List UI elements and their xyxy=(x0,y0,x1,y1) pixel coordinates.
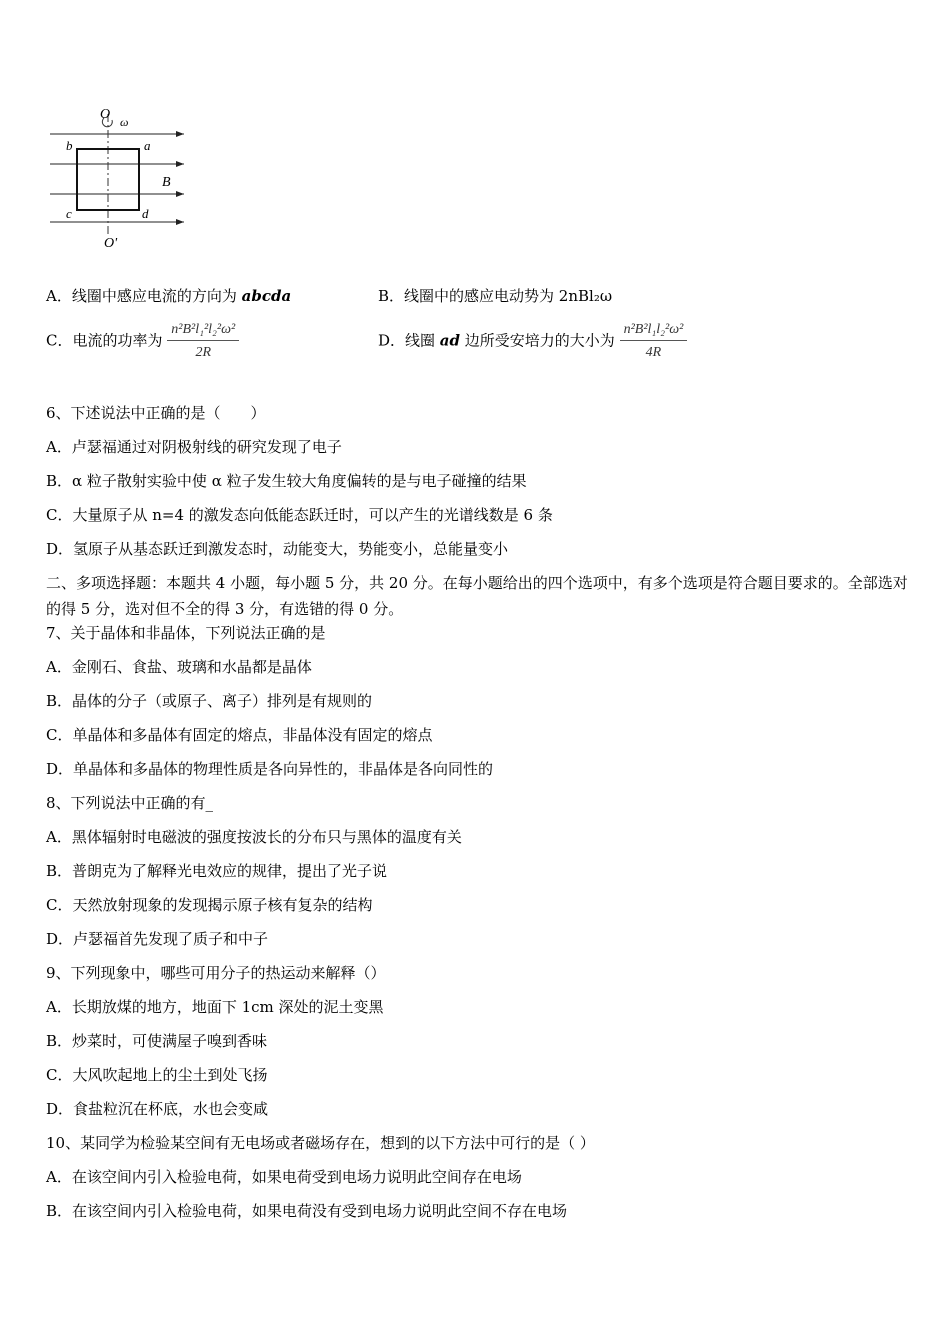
q10-option-a: A．在该空间内引入检验电荷，如果电荷受到电场力说明此空间存在电场 xyxy=(46,1168,522,1186)
q8-stem: 8、下列说法中正确的有_ xyxy=(46,794,214,812)
q10-stem: 10、某同学为检验某空间有无电场或者磁场存在，想到的以下方法中可行的是（ ） xyxy=(46,1134,595,1152)
coil-in-magnetic-field-diagram xyxy=(46,100,196,250)
label-B: B xyxy=(162,175,171,190)
section-2-heading: 二、多项选择题：本题共 4 小题，每小题 5 分，共 20 分。在每小题给出的四个选项中，有多个选项是符合题目要求的。全部选对的得 5 分，选对但不全的得 3 分，有选错的得 0 分。 xyxy=(46,574,908,618)
q5-option-d: D．线圈 ad 边所受安培力的大小为 $\frac{\text{n²B²l₁l₂²ω²}}{4R}$ xyxy=(378,320,687,363)
label-O-prime: O' xyxy=(104,236,118,250)
q10-option-b: B．在该空间内引入检验电荷，如果电荷没有受到电场力说明此空间不存在电场 xyxy=(46,1202,568,1220)
q5-option-b: B．线圈中的感应电动势为 2nBl₂ω xyxy=(378,287,613,305)
q8-option-a: A．黑体辐射时电磁波的强度按波长的分布只与黑体的温度有关 xyxy=(46,828,462,846)
label-O: O xyxy=(100,107,111,122)
q6-option-b: B．α 粒子散射实验中使 α 粒子发生较大角度偏转的是与电子碰撞的结果 xyxy=(46,472,527,490)
label-b: b xyxy=(66,138,73,153)
q6-option-d: D．氢原子从基态跃迁到激发态时，动能变大，势能变小，总能量变小 xyxy=(46,540,509,558)
q5-option-a: A．线圈中感应电流的方向为 abcda xyxy=(46,287,292,305)
q7-option-a: A．金刚石、食盐、玻璃和水晶都是晶体 xyxy=(46,658,312,676)
q7-option-c: C．单晶体和多晶体有固定的熔点，非晶体没有固定的熔点 xyxy=(46,726,433,744)
q6-option-a: A．卢瑟福通过对阴极射线的研究发现了电子 xyxy=(46,438,342,456)
q9-stem: 9、下列现象中，哪些可用分子的热运动来解释（） xyxy=(46,964,386,982)
q7-option-d: D．单晶体和多晶体的物理性质是各向异性的，非晶体是各向同性的 xyxy=(46,760,494,778)
label-d: d xyxy=(142,206,149,221)
label-a: a xyxy=(144,138,151,153)
q9-option-c: C．大风吹起地上的尘土到处飞扬 xyxy=(46,1066,268,1084)
q9-option-b: B．炒菜时，可使满屋子嗅到香味 xyxy=(46,1032,268,1050)
q8-option-c: C．天然放射现象的发现揭示原子核有复杂的结构 xyxy=(46,896,373,914)
label-omega: ω xyxy=(120,115,129,129)
q9-option-d: D．食盐粒沉在杯底，水也会变咸 xyxy=(46,1100,269,1118)
q8-option-b: B．普朗克为了解释光电效应的规律，提出了光子说 xyxy=(46,862,388,880)
q6-stem: 6、下述说法中正确的是（ ） xyxy=(46,404,266,422)
q9-option-a: A．长期放煤的地方，地面下 1cm 深处的泥土变黑 xyxy=(46,998,384,1016)
q5-option-c: C．电流的功率为 $\frac{\text{n²B²l₁²l₂²ω²}}{2R}$ xyxy=(46,320,239,363)
q5-d-formula: $\frac{\text{n²B²l₁l₂²ω²}}{4R}$ xyxy=(620,320,688,363)
q5-c-formula: $\frac{\text{n²B²l₁²l₂²ω²}}{2R}$ xyxy=(167,320,239,363)
label-c: c xyxy=(66,206,72,221)
q7-stem: 7、关于晶体和非晶体，下列说法正确的是 xyxy=(46,624,326,642)
q6-option-c: C．大量原子从 n=4 的激发态向低能态跃迁时，可以产生的光谱线数是 6 条 xyxy=(46,506,553,524)
q8-option-d: D．卢瑟福首先发现了质子和中子 xyxy=(46,930,269,948)
q7-option-b: B．晶体的分子（或原子、离子）排列是有规则的 xyxy=(46,692,373,710)
